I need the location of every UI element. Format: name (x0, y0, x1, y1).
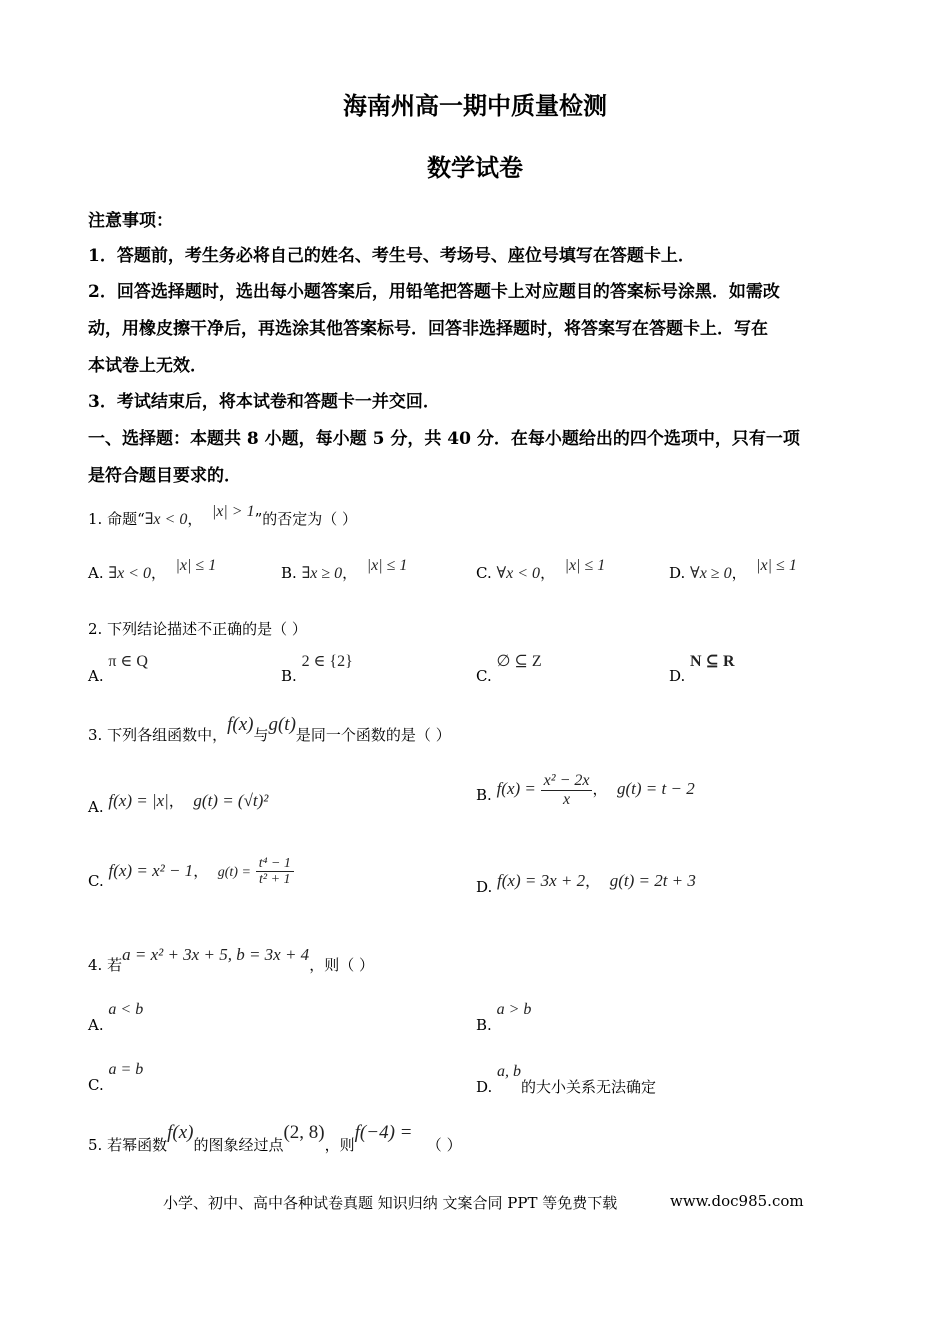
q5-prefix: 5. 若幂函数 (88, 1136, 168, 1154)
q5-suffix: （ ） (426, 1136, 462, 1154)
option-label: B. (476, 786, 492, 805)
q3-option-b[interactable]: B. f(x) = $\frac{\text{x² − 2x}}{x}$ ， g(t) = t − 2 (476, 772, 695, 808)
option-label: D. (476, 1078, 493, 1096)
fraction (256, 856, 294, 888)
q4-prefix: 4. 若 (88, 956, 123, 974)
option-label: B. (281, 667, 297, 685)
notice-line-3: 3．考试结束后，将本试卷和答题卡一并交回． (88, 392, 440, 412)
fraction-denominator: t² + 1 (259, 872, 291, 888)
q1-math-1: ∃x < 0 (144, 511, 188, 528)
q5-math-f: f(x) (167, 1122, 194, 1143)
option-math-f: f(x) = (496, 779, 536, 799)
q1-prefix: 1. 命题“ (88, 510, 145, 528)
q1-option-d[interactable]: D. ∀x ≥ 0， |x| ≤ 1 (669, 557, 797, 582)
option-math: |x| ≤ 1 (564, 557, 606, 574)
q5-mid2: ，则 (324, 1136, 355, 1154)
option-math-g: g(t) = t − 2 (617, 779, 695, 799)
page-subtitle: 数学试卷 (427, 153, 523, 182)
option-label: D. (669, 667, 686, 685)
q2-option-c[interactable] (476, 651, 542, 685)
option-math-f: f(x) = |x| (108, 791, 169, 810)
notice-line-1: 1．答题前，考生务必将自己的姓名、考生号、考场号、座位号填写在答题卡上． (88, 246, 695, 266)
q4-math: a = x² + 3x + 5, b = 3x + 4 (122, 945, 310, 964)
q5-mid: 的图象经过点 (193, 1136, 284, 1154)
section-line-a: 一、选择题：本题共 8 小题，每小题 5 分，共 40 分．在每小题给出的四个选项中，只有一项 (88, 429, 800, 449)
q5-math-point: (2, 8) (283, 1122, 325, 1143)
option-label: A. (88, 564, 104, 582)
q3-option-d[interactable]: D. f(x) = 3x + 2， g(t) = 2t + 3 (476, 871, 696, 896)
q1-option-a[interactable]: A. ∃x < 0， |x| ≤ 1 (88, 557, 217, 582)
option-math: N ⊆ R (690, 653, 735, 670)
option-math-g: g(t) = (√t)² (193, 791, 269, 810)
q3-math-g: g(t) (268, 714, 296, 735)
fraction-denominator: x (563, 790, 571, 808)
section-line-b: 是符合题目要求的． (88, 466, 241, 486)
question-4 (88, 944, 374, 974)
option-label: A. (88, 798, 104, 816)
question-5 (88, 1122, 462, 1154)
notice-line-2a: 2．回答选择题时，选出每小题答案后，用铅笔把答题卡上对应题目的答案标号涂黑．如需改 (88, 282, 780, 302)
q4-suffix: ，则（ ） (309, 956, 374, 974)
option-label: D. (669, 564, 686, 582)
option-label: B. (281, 564, 297, 582)
option-text: 的大小关系无法确定 (521, 1078, 657, 1096)
option-math: ∅ ⊆ Z (496, 653, 542, 670)
question-1 (88, 503, 358, 529)
option-math: a, b (497, 1063, 522, 1080)
page-title: 海南州高一期中质量检测 (343, 91, 607, 120)
option-math: |x| ≤ 1 (366, 557, 408, 574)
option-math: ∀x ≥ 0 (690, 565, 732, 582)
q4-option-a[interactable] (88, 1000, 144, 1034)
q4-option-d[interactable] (476, 1060, 657, 1096)
option-label: C. (476, 564, 492, 582)
option-math: ∃x < 0 (108, 565, 151, 582)
option-label: B. (476, 1016, 492, 1034)
option-math-f: f(x) = 3x + 2 (497, 871, 586, 890)
q3-option-c[interactable]: C. f(x) = x² − 1， g(t) = $\frac{\text{t⁴ − 1}}{\text{t² + 1}}$ (88, 856, 294, 888)
fraction-numerator: x² − 2x (541, 772, 593, 791)
fraction (541, 772, 593, 808)
q3-prefix: 3. 下列各组函数中， (88, 726, 228, 744)
fraction-numerator: t⁴ − 1 (256, 856, 294, 872)
q3-option-a[interactable]: A. f(x) = |x|， g(t) = (√t)² (88, 791, 269, 816)
q1-math-2: |x| > 1 (211, 503, 255, 520)
option-label: C. (88, 1076, 104, 1094)
q4-option-b[interactable] (476, 1000, 532, 1034)
option-math: |x| ≤ 1 (175, 557, 217, 574)
q4-option-c[interactable] (88, 1060, 144, 1094)
notice-heading: 注意事项： (88, 211, 173, 231)
q1-suffix: ”的否定为（ ） (254, 510, 358, 528)
q2-option-d[interactable] (669, 651, 735, 685)
option-math-g: g(t) = 2t + 3 (609, 871, 696, 890)
option-math: ∀x < 0 (496, 565, 541, 582)
option-math-g: g(t) = (217, 864, 251, 880)
option-label: A. (88, 667, 104, 685)
q3-suffix: 是同一个函数的是（ ） (295, 726, 451, 744)
option-math: a < b (108, 1001, 144, 1018)
option-math-f: f(x) = x² − 1 (108, 860, 194, 880)
question-2: 2. 下列结论描述不正确的是（ ） (88, 620, 307, 638)
footer-text: 小学、初中、高中各种试卷真题 知识归纳 文案合同 PPT 等免费下载 (163, 1194, 618, 1212)
q1-option-c[interactable]: C. ∀x < 0， |x| ≤ 1 (476, 557, 606, 582)
option-math: 2 ∈ {2} (301, 653, 353, 670)
option-math: π ∈ Q (108, 653, 148, 670)
option-label: C. (476, 667, 492, 685)
footer-url[interactable]: www.doc985.com (670, 1192, 804, 1210)
q1-sep: ， (187, 510, 203, 528)
option-math: a > b (496, 1001, 532, 1018)
notice-line-2c: 本试卷上无效． (88, 356, 207, 376)
q2-option-a[interactable] (88, 651, 148, 685)
notice-line-2b: 动，用橡皮擦干净后，再选涂其他答案标号．回答非选择题时，将答案写在答题卡上．写在 (88, 319, 768, 339)
q3-math-f: f(x) (227, 714, 254, 735)
option-label: D. (476, 878, 493, 896)
q3-mid: 与 (253, 726, 269, 744)
option-label: A. (88, 1016, 104, 1034)
q2-option-b[interactable] (281, 651, 353, 685)
option-math: |x| ≤ 1 (756, 557, 797, 574)
option-math: ∃x ≥ 0 (301, 565, 343, 582)
option-math: a = b (108, 1061, 144, 1078)
question-3 (88, 714, 451, 744)
option-label: C. (88, 871, 104, 890)
q5-math-expr: f(−4) = (354, 1122, 413, 1143)
q1-option-b[interactable]: B. ∃x ≥ 0， |x| ≤ 1 (281, 557, 408, 582)
